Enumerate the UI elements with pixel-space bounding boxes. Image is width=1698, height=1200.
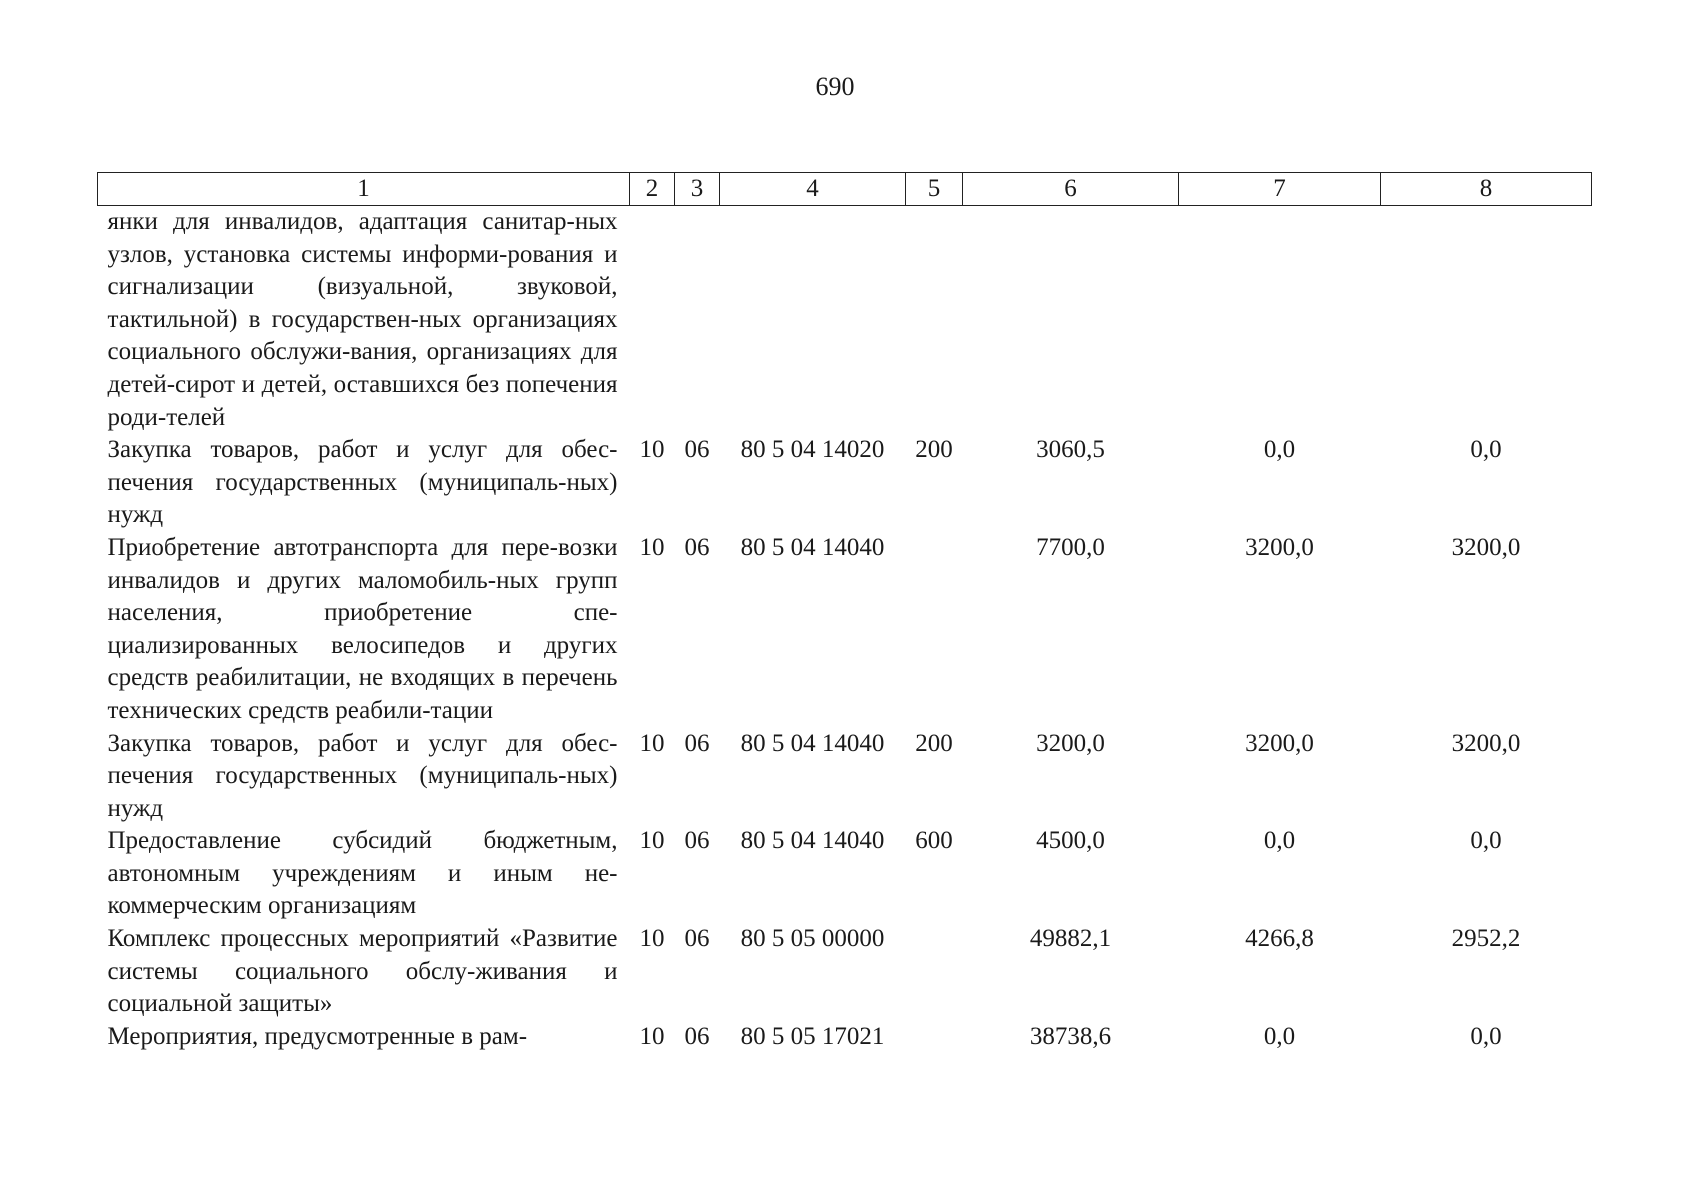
row-section: 10: [639, 1022, 665, 1050]
row-expense-type: 600: [915, 827, 953, 855]
row-amount-col6: 3200,0: [1036, 729, 1105, 757]
row-expense-type: [906, 1021, 963, 1054]
table-row: [98, 206, 1592, 435]
row-amount-col7: 0,0: [1263, 1022, 1296, 1050]
row-expense-type: [906, 206, 963, 435]
row-amount-col7: 0,0: [1263, 827, 1296, 855]
row-amount-col6: 7700,0: [1036, 533, 1105, 561]
row-subsection: 06: [684, 925, 710, 953]
row-subsection: 06: [684, 533, 710, 561]
header-col-6: 6: [963, 173, 1179, 206]
row-target-article: 80 5 05 17021: [740, 1022, 885, 1050]
row-amount-col6: [963, 206, 1179, 435]
row-target-article: 80 5 04 14020: [740, 436, 885, 464]
table-row: [98, 923, 1592, 1021]
header-col-8: 8: [1381, 173, 1592, 206]
row-description: Мероприятия, предусмотренные в рам-: [107, 1022, 528, 1050]
row-amount-col8: 2952,2: [1451, 925, 1521, 953]
table-row: [98, 728, 1592, 826]
row-section: 10: [639, 436, 665, 464]
row-section: 10: [639, 533, 665, 561]
row-amount-col7: 4266,8: [1245, 925, 1314, 953]
row-amount-col8: 0,0: [1470, 436, 1502, 464]
page-number: 690: [815, 72, 855, 101]
row-description: Комплекс процессных мероприятий «Развитие системы социального обслу-живания и социальной защиты»: [107, 925, 618, 1018]
row-amount-col7: [1179, 206, 1381, 435]
header-col-3: 3: [675, 173, 720, 206]
row-expense-type: 200: [915, 729, 953, 757]
row-description: Закупка товаров, работ и услуг для обес-печения государственных (муниципаль-ных) нужд: [107, 436, 618, 529]
table-row: [98, 825, 1592, 923]
row-amount-col6: 4500,0: [1036, 827, 1105, 855]
table-body: [98, 206, 1592, 1054]
row-target-article: 80 5 04 14040: [740, 533, 885, 561]
row-amount-col8: 3200,0: [1451, 533, 1521, 561]
row-description: янки для инвалидов, адаптация санитар-ных узлов, установка системы информи-рования и сигнализации (визуальной, звуковой, тактильной) в государствен-ных организациях социального обслужи-вания, организациях для детей-сирот и детей, оставшихся без попечения роди-телей: [107, 208, 618, 431]
row-amount-col7: 3200,0: [1245, 533, 1314, 561]
budget-table: [97, 172, 1592, 1053]
table-header: [98, 173, 1592, 206]
row-description: Предоставление субсидий бюджетным, автономным учреждениям и иным не-коммерческим организациям: [107, 827, 618, 920]
row-expense-type: [906, 923, 963, 1021]
row-expense-type: 200: [915, 436, 953, 464]
row-amount-col6: 38738,6: [1029, 1022, 1112, 1050]
row-amount-col7: 0,0: [1263, 436, 1296, 464]
row-target-article: 80 5 04 14040: [740, 729, 885, 757]
row-section: 10: [639, 925, 665, 953]
table-row: [98, 1021, 1592, 1054]
row-target-article: 80 5 05 00000: [740, 925, 885, 953]
header-col-4: 4: [720, 173, 906, 206]
row-section: [630, 206, 675, 435]
table-row: [98, 532, 1592, 728]
header-col-7: 7: [1179, 173, 1381, 206]
row-amount-col6: 3060,5: [1036, 436, 1105, 464]
row-subsection: [675, 206, 720, 435]
row-section: 10: [639, 827, 665, 855]
row-amount-col8: 3200,0: [1451, 729, 1521, 757]
row-amount-col8: 0,0: [1470, 1022, 1502, 1050]
row-subsection: 06: [684, 1022, 710, 1050]
row-subsection: 06: [684, 729, 710, 757]
row-description: Закупка товаров, работ и услуг для обес-печения государственных (муниципаль-ных) нужд: [107, 729, 618, 822]
row-amount-col8: 0,0: [1470, 827, 1502, 855]
header-col-2: 2: [630, 173, 675, 206]
row-description: Приобретение автотранспорта для пере-возки инвалидов и других маломобиль-ных групп населения, приобретение спе-циализированных велосипедов и других средств реабилитации, не входящих в перечень технических средств реабили-тации: [107, 533, 618, 724]
row-amount-col8: [1381, 206, 1592, 435]
header-row: [98, 173, 1592, 206]
row-amount-col6: 49882,1: [1029, 925, 1112, 953]
row-target-article: [720, 206, 906, 435]
header-col-1: 1: [98, 173, 630, 206]
row-subsection: 06: [684, 436, 710, 464]
header-col-5: 5: [906, 173, 963, 206]
row-target-article: 80 5 04 14040: [740, 827, 885, 855]
row-section: 10: [639, 729, 665, 757]
row-expense-type: [906, 532, 963, 728]
row-amount-col7: 3200,0: [1245, 729, 1314, 757]
row-subsection: 06: [684, 827, 710, 855]
table-row: [98, 434, 1592, 532]
